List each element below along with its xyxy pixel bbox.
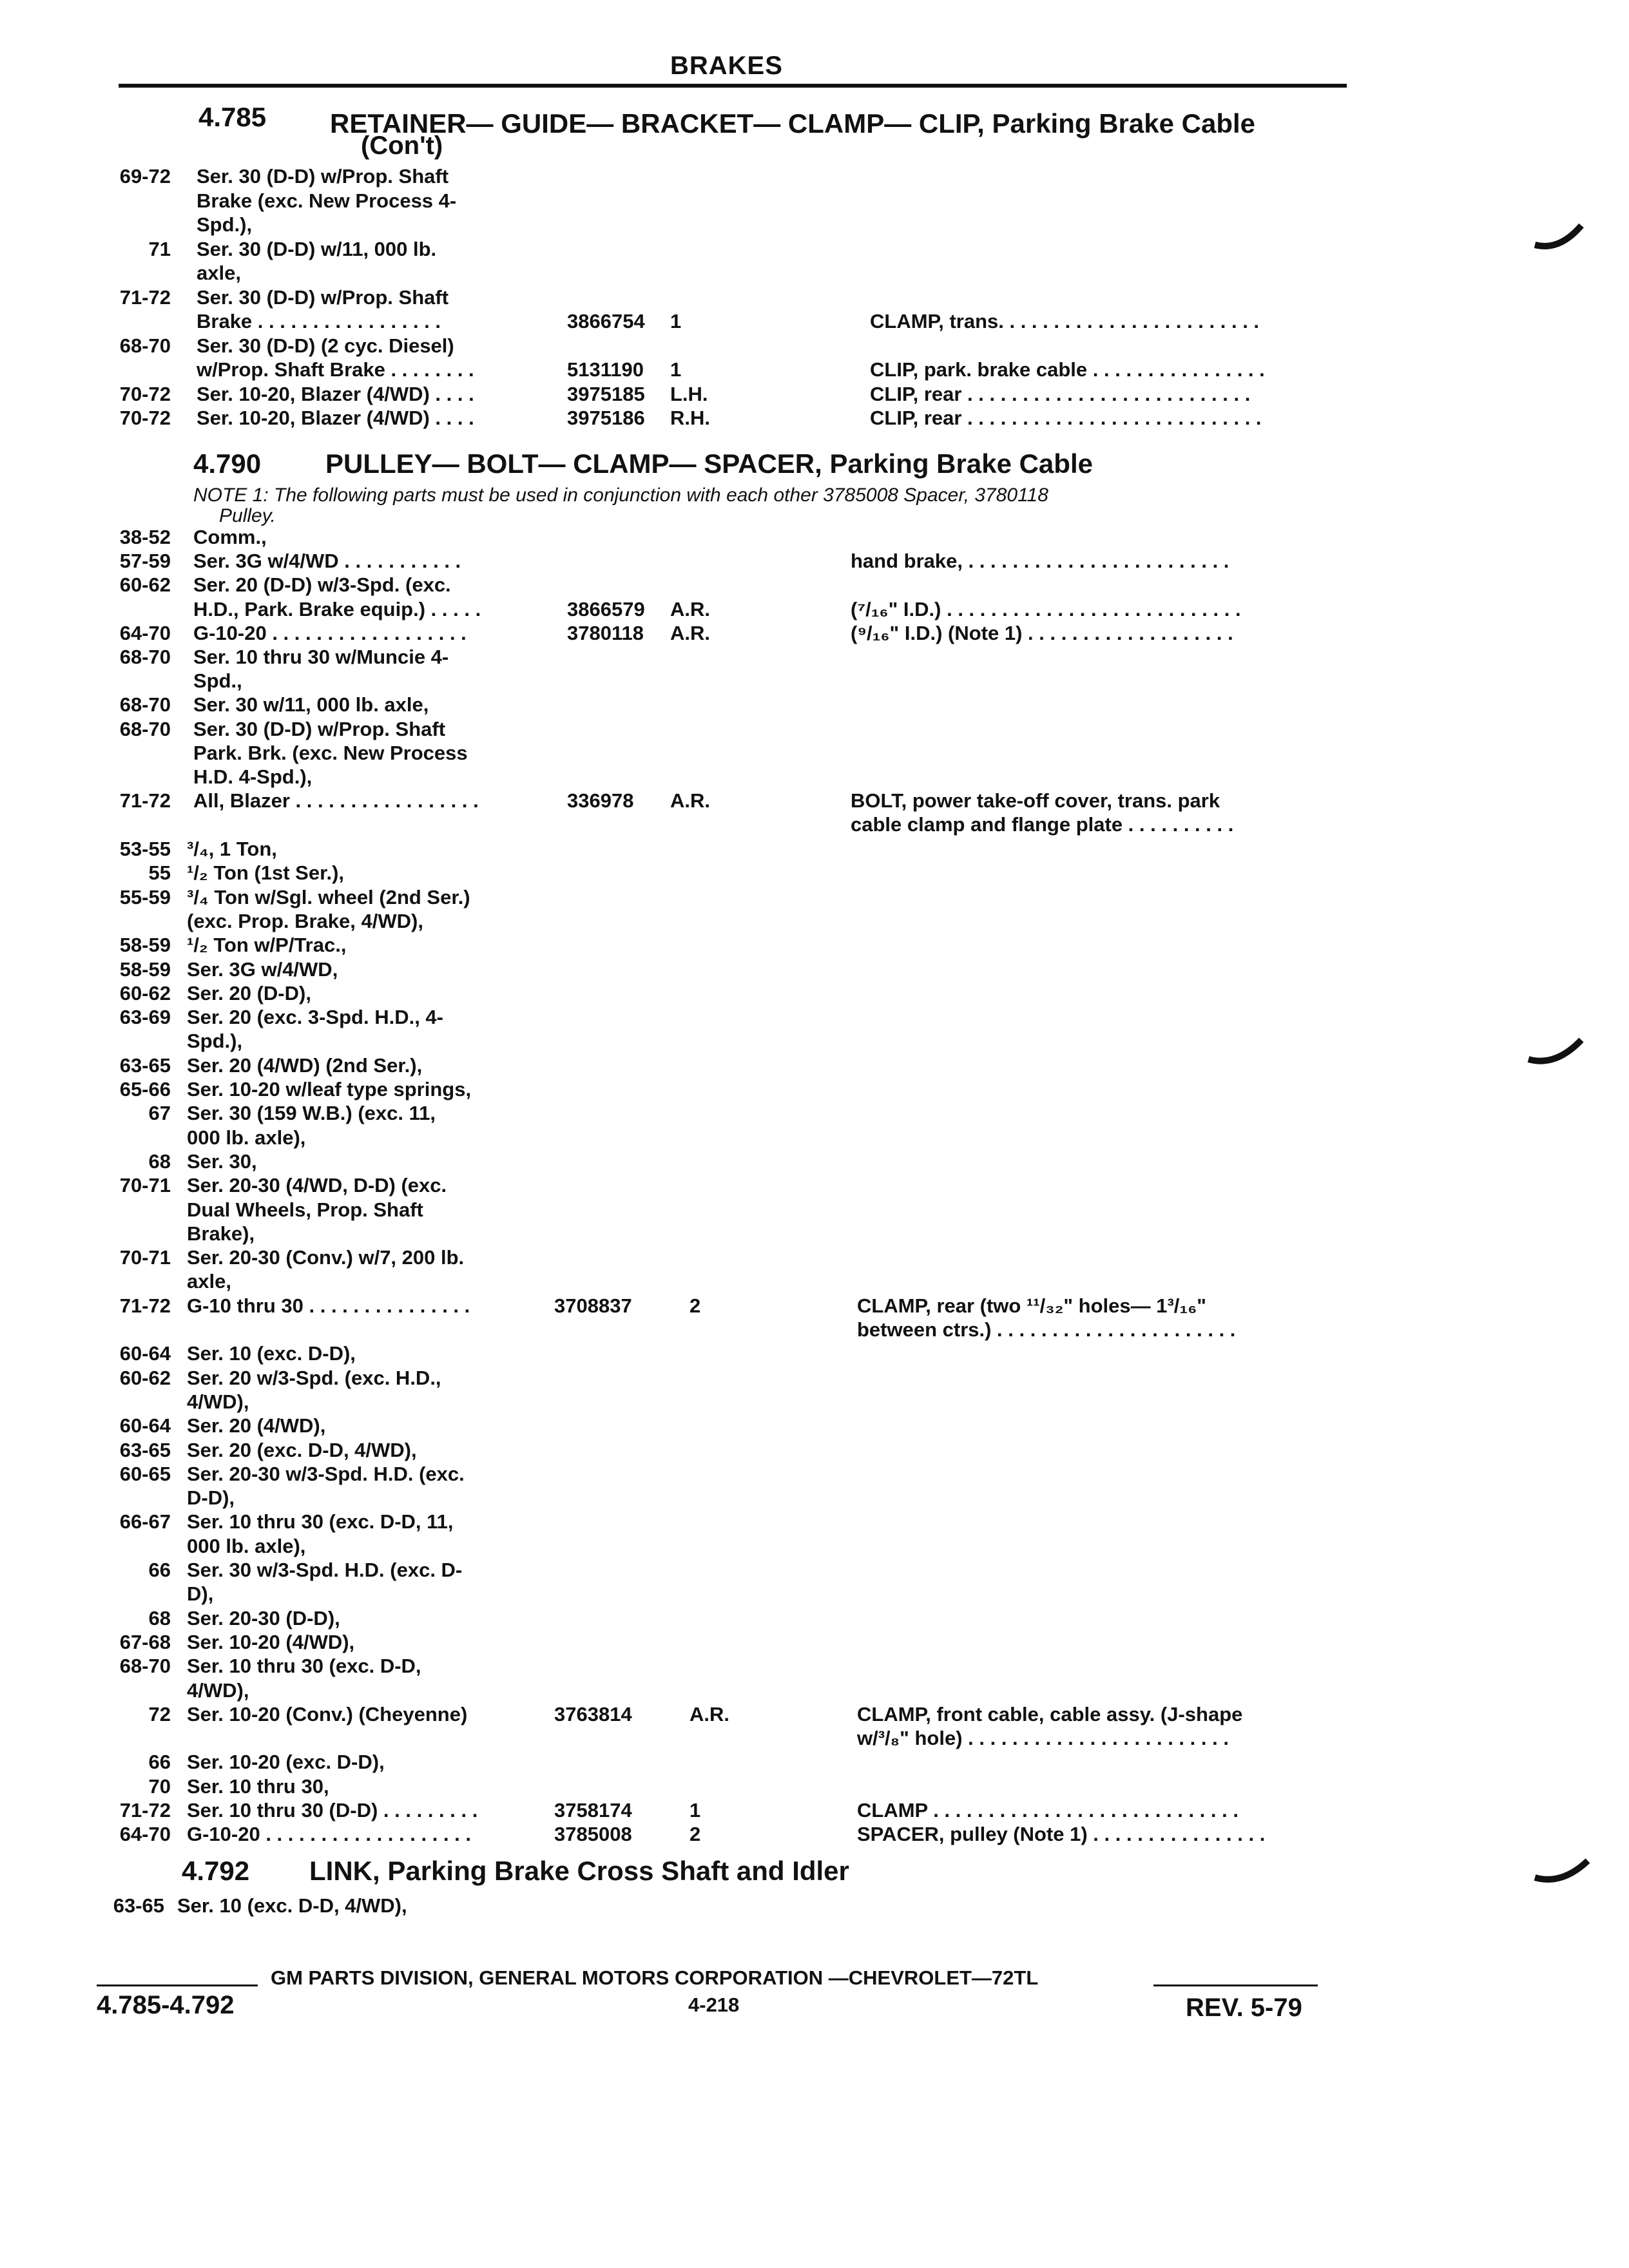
year-range: 63-65 [119,1053,171,1077]
section-4785-title: RETAINER— GUIDE— BRACKET— CLAMP— CLIP, Parking Brake Cable [330,108,1255,139]
table-row [0,886,1629,910]
application: axle, [187,1270,231,1293]
footer-rule-left [97,1984,258,1986]
section-4790-note: NOTE 1: The following parts must be used in conjunction with each other 3785008 Spacer, 3780118 [193,485,1048,506]
table-row [0,407,1629,431]
description: SPACER, pulley (Note 1) . . . . . . . . . . . . . . . . [857,1823,1266,1846]
description: CLIP, park. brake cable . . . . . . . . . . . . . . . . [870,358,1265,381]
table-row [0,861,1629,886]
table-row [0,189,1629,214]
year-range: 68-70 [119,334,171,357]
year-range: 66-67 [119,1510,171,1533]
year-range: 70 [148,1774,171,1798]
year-range: 66 [148,1559,171,1581]
application: D-D), [187,1486,235,1510]
table-row [0,1894,1629,1919]
table-row [0,1342,1629,1367]
table-row [0,1727,1629,1751]
footer-group-range: 4.785-4.792 [97,1991,235,2019]
footer-revision: REV. 5-79 [1186,1994,1302,2022]
table-row [0,622,1629,646]
year-range: 65-66 [119,1078,171,1100]
table-row [0,1246,1629,1271]
table-row [0,1222,1629,1247]
application: Ser. 20 (exc. D-D, 4/WD), [187,1438,417,1461]
year-range: 70-72 [119,382,171,405]
table-row [0,310,1629,334]
year-range: 67 [148,1102,171,1125]
application: Ser. 20-30 (4/WD, D-D) (exc. [187,1174,447,1197]
table-row [0,1439,1629,1463]
table-row [0,1054,1629,1079]
table-row [0,1823,1629,1847]
table-row [0,1390,1629,1415]
table-row [0,910,1629,934]
year-range: 63-69 [119,1006,171,1029]
application: Ser. 30 w/3-Spd. H.D. (exc. D- [187,1559,463,1581]
application: ³/₄, 1 Ton, [187,838,277,860]
footer-corporation: GM PARTS DIVISION, GENERAL MOTORS CORPORATION —CHEVROLET—72TL [271,1966,1039,1989]
application: Ser. 20 w/3-Spd. (exc. H.D., [187,1366,441,1389]
table-row [0,526,1629,550]
table-row [0,334,1629,359]
footer-rule-right [1153,1984,1318,1986]
year-range: 68 [148,1606,171,1629]
application: Ser. 10 thru 30, [187,1774,329,1798]
page-header [0,0,1629,90]
table-row [0,1030,1629,1054]
description: CLAMP, front cable, cable assy. (J-shape [857,1702,1243,1725]
application: Ser. 20-30 (D-D), [187,1606,340,1629]
application: Comm., [193,526,267,548]
application: Ser. 30 (159 W.B.) (exc. 11, [187,1102,436,1125]
table-row [0,1535,1629,1559]
section-4785-number: 4.785 [198,102,267,132]
application: 4/WD), [187,1390,249,1413]
table-row [0,1679,1629,1704]
year-range: 60-65 [119,1462,171,1485]
application: ¹/₂ Ton w/P/Trac., [187,934,347,957]
application: Ser. 3G w/4/WD . . . . . . . . . . . [193,550,461,573]
quantity: 2 [689,1823,701,1846]
description: BOLT, power take-off cover, trans. park [851,789,1220,812]
application: Dual Wheels, Prop. Shaft [187,1198,423,1221]
table-row [0,1102,1629,1126]
description: CLAMP, rear (two ¹¹/₃₂" holes— 1³/₁₆" [857,1294,1207,1317]
year-range: 67-68 [119,1630,171,1653]
table-row [0,213,1629,238]
part-number: 3763814 [554,1702,632,1725]
part-number: 3785008 [554,1823,632,1846]
application: Ser. 20 (D-D), [187,981,311,1004]
table-row [0,813,1629,838]
part-number: 3975185 [567,382,645,405]
binder-mark-icon [1534,1856,1592,1894]
application: Ser. 20-30 w/3-Spd. H.D. (exc. [187,1462,465,1485]
application: Ser. 10-20 (4/WD), [187,1630,355,1653]
section-4792-number: 4.792 [182,1856,250,1886]
application: Spd.), [197,213,253,236]
application: (exc. Prop. Brake, 4/WD), [187,909,423,932]
application: All, Blazer . . . . . . . . . . . . . . . . . [193,789,479,812]
description: CLAMP . . . . . . . . . . . . . . . . . . . . . . . . . . . . [857,1799,1239,1821]
table-row [0,1751,1629,1775]
quantity: A.R. [689,1702,729,1725]
year-range: 71-72 [119,1799,171,1821]
application: Spd., [193,669,242,693]
page-title: BRAKES [670,52,783,80]
quantity: L.H. [670,382,708,405]
year-range: 55-59 [119,885,171,908]
year-range: 38-52 [119,526,171,548]
application: Ser. 10-20 (exc. D-D), [187,1751,385,1774]
table-row [0,1510,1629,1535]
application: H.D. 4-Spd.), [193,765,313,788]
table-row [0,1006,1629,1030]
table-row [0,1607,1629,1631]
year-range: 71-72 [119,1294,171,1317]
year-range: 68-70 [119,717,171,740]
description: CLIP, rear . . . . . . . . . . . . . . . . . . . . . . . . . . . [870,407,1262,429]
table-row [0,383,1629,407]
table-row [0,358,1629,383]
application: ¹/₂ Ton (1st Ser.), [187,861,345,885]
section-4785-continued: (Con't) [361,131,443,160]
application: Ser. 10 thru 30 (exc. D-D, 11, [187,1510,454,1533]
year-range: 71 [148,237,171,260]
table-row [0,646,1629,670]
year-range: 68 [148,1149,171,1173]
year-range: 64-70 [119,1823,171,1846]
header-rule [119,84,1347,88]
part-number: 3866754 [567,310,645,332]
year-range: 53-55 [119,838,171,860]
application: Ser. 30, [187,1149,257,1173]
table-row [0,958,1629,983]
application: G-10 thru 30 . . . . . . . . . . . . . . . [187,1294,470,1317]
year-range: 71-72 [119,285,171,309]
table-row [0,718,1629,742]
table-row [0,1775,1629,1800]
description: (⁹/₁₆" I.D.) (Note 1) . . . . . . . . . . . . . . . . . . . [851,621,1233,644]
quantity: R.H. [670,407,710,429]
description: CLIP, rear . . . . . . . . . . . . . . . . . . . . . . . . . . [870,382,1251,405]
table-row [0,573,1629,598]
application: Brake (exc. New Process 4- [197,189,457,212]
application: Park. Brk. (exc. New Process [193,741,468,764]
section-4792-title: LINK, Parking Brake Cross Shaft and Idler [309,1856,849,1886]
table-row [0,1078,1629,1102]
description: (⁷/₁₆" I.D.) . . . . . . . . . . . . . . . . . . . . . . . . . . . [851,597,1241,620]
footer-page-number: 4-218 [688,1994,740,2016]
year-range: 60-62 [119,981,171,1004]
year-range: 55 [148,861,171,885]
application: Spd.), [187,1030,243,1053]
year-range: 68-70 [119,646,171,668]
section-4790-note-cont: Pulley. [219,505,276,526]
quantity: A.R. [670,597,710,620]
part-number: 3780118 [567,621,644,644]
application: Ser. 30 (D-D) w/Prop. Shaft [193,717,446,740]
year-range: 70-72 [119,407,171,429]
table-row [0,1655,1629,1679]
application: Ser. 10 (exc. D-D, 4/WD), [177,1894,407,1917]
year-range: 60-62 [119,1366,171,1389]
part-number: 3975186 [567,407,645,429]
table-row [0,1703,1629,1727]
table-row [0,1294,1629,1319]
table-row [0,742,1629,766]
year-range: 70-71 [119,1174,171,1197]
quantity: 2 [689,1294,701,1317]
table-row [0,1486,1629,1511]
application: w/Prop. Shaft Brake . . . . . . . . [197,358,474,381]
application: Ser. 10-20 w/leaf type springs, [187,1078,472,1100]
description: w/³/₈" hole) . . . . . . . . . . . . . . . . . . . . . . . . [857,1727,1229,1750]
year-range: 60-62 [119,573,171,597]
table-row [0,1367,1629,1391]
application: Ser. 10 thru 30 (D-D) . . . . . . . . . [187,1799,478,1821]
application: Ser. 10 (exc. D-D), [187,1342,356,1365]
year-range: 72 [148,1702,171,1725]
quantity: A.R. [670,621,710,644]
binder-mark-icon [1527,1031,1585,1070]
year-range: 60-64 [119,1342,171,1365]
table-row [0,286,1629,311]
application: 000 lb. axle), [187,1534,306,1557]
binder-mark-icon [1534,219,1585,258]
table-row [0,1150,1629,1175]
table-row [0,1414,1629,1439]
application: Ser. 10-20, Blazer (4/WD) . . . . [197,407,474,429]
table-row [0,1631,1629,1655]
application: Ser. 20 (exc. 3-Spd. H.D., 4- [187,1006,443,1029]
quantity: 1 [689,1799,701,1821]
application: H.D., Park. Brake equip.) . . . . . [193,597,481,620]
year-range: 71-72 [119,789,171,812]
quantity: 1 [670,358,682,381]
section-4790-title: PULLEY— BOLT— CLAMP— SPACER, Parking Brake Cable [325,448,1093,479]
application: 4/WD), [187,1678,249,1702]
application: 000 lb. axle), [187,1126,306,1149]
application: D), [187,1582,214,1606]
year-range: 60-64 [119,1414,171,1437]
table-row [0,1463,1629,1487]
application: Ser. 10 thru 30 w/Muncie 4- [193,646,449,668]
description: hand brake, . . . . . . . . . . . . . . . . . . . . . . . . [851,550,1229,573]
table-row [0,1270,1629,1294]
part-number: 3758174 [554,1799,632,1821]
year-range: 63-65 [113,1894,164,1917]
description: cable clamp and flange plate . . . . . . . . . . [851,813,1234,836]
section-4790-number: 4.790 [193,448,262,479]
part-number: 3708837 [554,1294,632,1317]
part-number: 336978 [567,789,634,812]
application: Ser. 30 (D-D) w/11, 000 lb. [197,237,437,260]
table-row [0,1318,1629,1343]
year-range: 70-71 [119,1246,171,1269]
table-row [0,1799,1629,1823]
application: Ser. 30 (D-D) (2 cyc. Diesel) [197,334,454,357]
description: between ctrs.) . . . . . . . . . . . . . . . . . . . . . . [857,1318,1236,1341]
table-row [0,1126,1629,1151]
part-number: 5131190 [567,358,644,381]
table-row [0,789,1629,814]
table-row [0,1174,1629,1198]
year-range: 69-72 [119,165,171,187]
table-row [0,598,1629,622]
table-row [0,982,1629,1006]
year-range: 63-65 [119,1438,171,1461]
quantity: 1 [670,310,682,332]
year-range: 58-59 [119,934,171,957]
application: G-10-20 . . . . . . . . . . . . . . . . . . [193,621,467,644]
application: Ser. 30 (D-D) w/Prop. Shaft [197,165,449,187]
table-row [0,550,1629,574]
table-row [0,1582,1629,1607]
application: Ser. 3G w/4/WD, [187,957,338,981]
application: Ser. 10-20, Blazer (4/WD) . . . . [197,382,474,405]
year-range: 68-70 [119,693,171,716]
application: Ser. 10 thru 30 (exc. D-D, [187,1655,421,1678]
table-row [0,765,1629,790]
application: Ser. 30 (D-D) w/Prop. Shaft [197,285,449,309]
application: Ser. 20-30 (Conv.) w/7, 200 lb. [187,1246,465,1269]
table-row [0,934,1629,958]
year-range: 66 [148,1751,171,1774]
application: axle, [197,262,241,284]
table-row [0,669,1629,694]
table-row [0,838,1629,862]
table-row [0,1198,1629,1223]
application: Brake), [187,1222,255,1245]
application: Ser. 20 (4/WD) (2nd Ser.), [187,1053,423,1077]
application: Ser. 30 w/11, 000 lb. axle, [193,693,429,716]
year-range: 68-70 [119,1655,171,1678]
year-range: 58-59 [119,957,171,981]
part-number: 3866579 [567,597,645,620]
quantity: A.R. [670,789,710,812]
table-row [0,693,1629,718]
table-row [0,1559,1629,1583]
application: Brake . . . . . . . . . . . . . . . . . [197,310,441,332]
application: Ser. 20 (D-D) w/3-Spd. (exc. [193,573,451,597]
year-range: 57-59 [119,550,171,573]
application: Ser. 10-20 (Conv.) (Cheyenne) [187,1702,468,1725]
table-row [0,238,1629,262]
application: G-10-20 . . . . . . . . . . . . . . . . . . . [187,1823,472,1846]
year-range: 64-70 [119,621,171,644]
description: CLAMP, trans. . . . . . . . . . . . . . . . . . . . . . . . [870,310,1260,332]
table-row [0,262,1629,286]
application: Ser. 20 (4/WD), [187,1414,326,1437]
application: ³/₄ Ton w/Sgl. wheel (2nd Ser.) [187,885,470,908]
table-row [0,165,1629,189]
